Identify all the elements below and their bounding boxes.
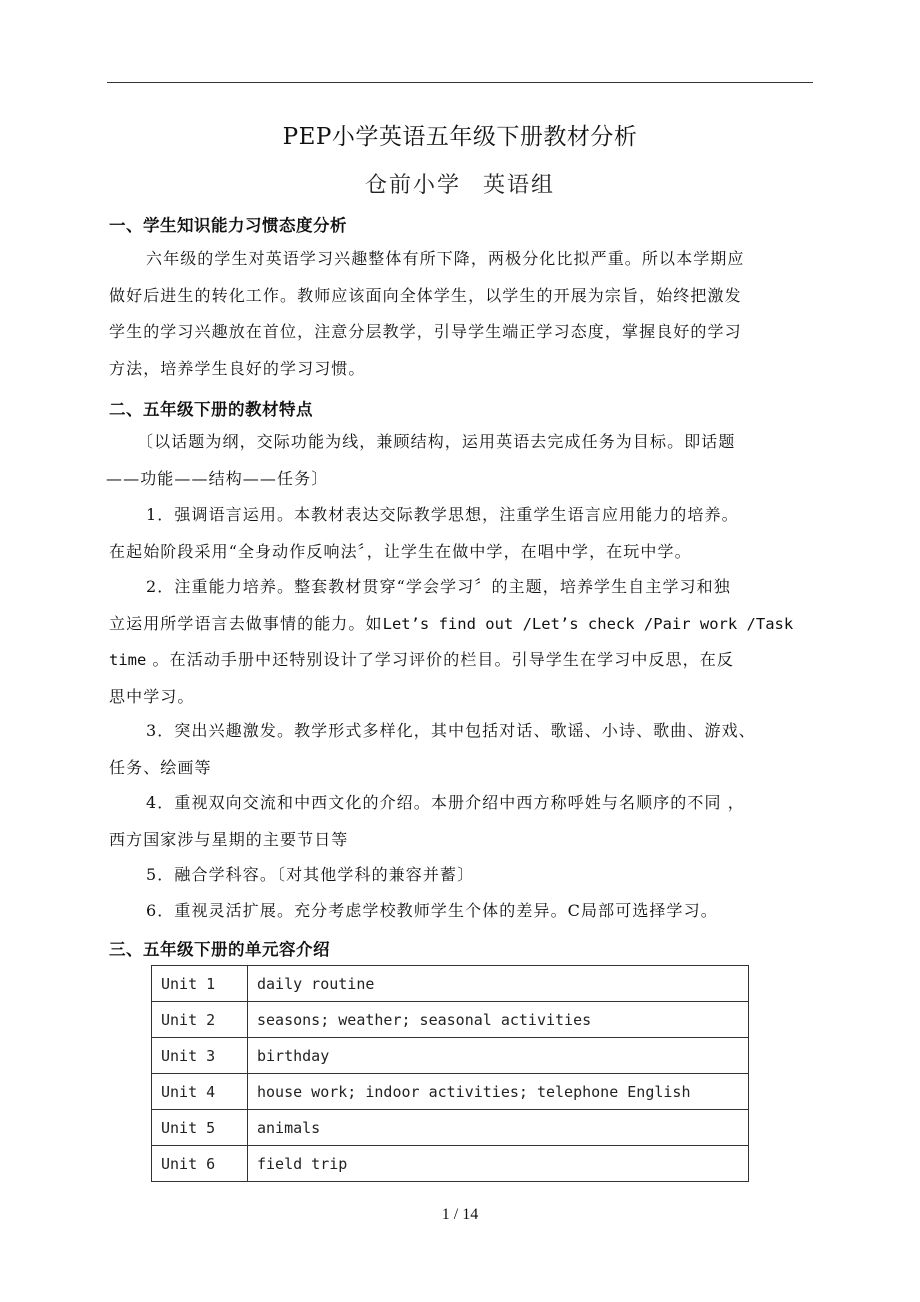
table-row bbox=[152, 1038, 749, 1074]
feature-item-5 bbox=[109, 857, 799, 894]
unit-topic-cell: field trip bbox=[248, 1146, 749, 1182]
paragraph-line: 方法，培养学生良好的学习习惯。 bbox=[109, 358, 366, 378]
paragraph-line: 6．重视灵活扩展。充分考虑学校教师学生个体的差异。C局部可选择学习。 bbox=[146, 901, 718, 920]
unit-topic-cell: birthday bbox=[248, 1038, 749, 1074]
table-row bbox=[152, 1110, 749, 1146]
group-name: 英语组 bbox=[483, 173, 556, 198]
unit-number-cell: Unit 1 bbox=[152, 966, 248, 1002]
section-1-paragraph bbox=[109, 241, 799, 387]
feature-item-4 bbox=[109, 785, 799, 858]
table-row bbox=[152, 1146, 749, 1182]
activity-names: Let’s find out /Let’s check /Pair work /Task bbox=[382, 614, 794, 633]
unit-number-cell: Unit 5 bbox=[152, 1110, 248, 1146]
document-title: PEP小学英语五年级下册教材分析 bbox=[282, 124, 638, 150]
paragraph-line: 〔以话题为纲，交际功能为线，兼顾结构，运用英语去完成任务为目标。即话题 bbox=[137, 432, 736, 451]
paragraph-line: ——功能——结构——任务〕 bbox=[106, 468, 329, 488]
page-indicator: 1 / 14 bbox=[441, 1206, 479, 1223]
section-2-heading: 二、五年级下册的教材特点 bbox=[109, 400, 313, 419]
feature-item-2 bbox=[109, 569, 839, 715]
unit-number-cell: Unit 3 bbox=[152, 1038, 248, 1074]
paragraph-line: 。在活动手册中还特别设计了学习评价的栏目。引导学生在学习中反思，在反 bbox=[146, 650, 734, 669]
section-2-intro bbox=[106, 424, 829, 497]
paragraph-line: 学生的学习兴趣放在首位，注意分层教学，引导学生端正学习态度，掌握良好的学习 bbox=[109, 322, 742, 341]
feature-item-3 bbox=[109, 713, 799, 786]
unit-topic-cell: daily routine bbox=[248, 966, 749, 1002]
document-subtitle bbox=[0, 168, 920, 199]
paragraph-line: 4．重视双向交流和中西文化的介绍。本册介绍中西方称呼姓与名顺序的不同 ， bbox=[146, 793, 745, 812]
paragraph-line: 3．突出兴趣激发。教学形式多样化，其中包括对话、歌谣、小诗、歌曲、游戏、 bbox=[146, 721, 756, 740]
unit-number-cell: Unit 4 bbox=[152, 1074, 248, 1110]
table-row bbox=[152, 1074, 749, 1110]
unit-topic-cell: animals bbox=[248, 1110, 749, 1146]
paragraph-line: 六年级的学生对英语学习兴趣整体有所下降，两极分化比拟严重。所以本学期应 bbox=[146, 249, 745, 268]
table-row bbox=[152, 966, 749, 1002]
unit-number-cell: Unit 6 bbox=[152, 1146, 248, 1182]
paragraph-line: 做好后进生的转化工作。教师应该面向全体学生，以学生的开展为宗旨，始终把激发 bbox=[109, 285, 742, 305]
unit-number-cell: Unit 2 bbox=[152, 1002, 248, 1038]
school-name: 仓前小学 bbox=[364, 173, 461, 198]
paragraph-line: 2．注重能力培养。整套教材贯穿“学会学习〞的主题，培养学生自主学习和独 bbox=[146, 577, 731, 596]
paragraph-line: 在起始阶段采用“全身动作反响法〞，让学生在做中学，在唱中学，在玩中学。 bbox=[109, 541, 692, 561]
paragraph-line: 立运用所学语言去做事情的能力。如 bbox=[109, 613, 383, 633]
activity-name-end: time bbox=[109, 651, 147, 669]
unit-topic-cell: seasons; weather; seasonal activities bbox=[248, 1002, 749, 1038]
feature-item-1 bbox=[109, 497, 799, 570]
units-table bbox=[151, 965, 749, 1182]
paragraph-line: 思中学习。 bbox=[109, 686, 195, 706]
feature-item-6 bbox=[109, 893, 799, 930]
paragraph-line: 任务、绘画等 bbox=[109, 757, 212, 777]
unit-topic-cell: house work; indoor activities; telephone English bbox=[248, 1074, 749, 1110]
header-rule bbox=[107, 82, 813, 83]
paragraph-line: 西方国家涉与星期的主要节日等 bbox=[109, 829, 349, 849]
paragraph-line: 5．融合学科容。〔对其他学科的兼容并蓄〕 bbox=[146, 865, 475, 884]
section-1-heading: 一、学生知识能力习惯态度分析 bbox=[109, 216, 347, 235]
paragraph-line: 1．强调语言运用。本教材表达交际教学思想，注重学生语言应用能力的培养。 bbox=[146, 505, 739, 524]
section-3-heading: 三、五年级下册的单元容介绍 bbox=[109, 940, 330, 959]
table-row bbox=[152, 1002, 749, 1038]
